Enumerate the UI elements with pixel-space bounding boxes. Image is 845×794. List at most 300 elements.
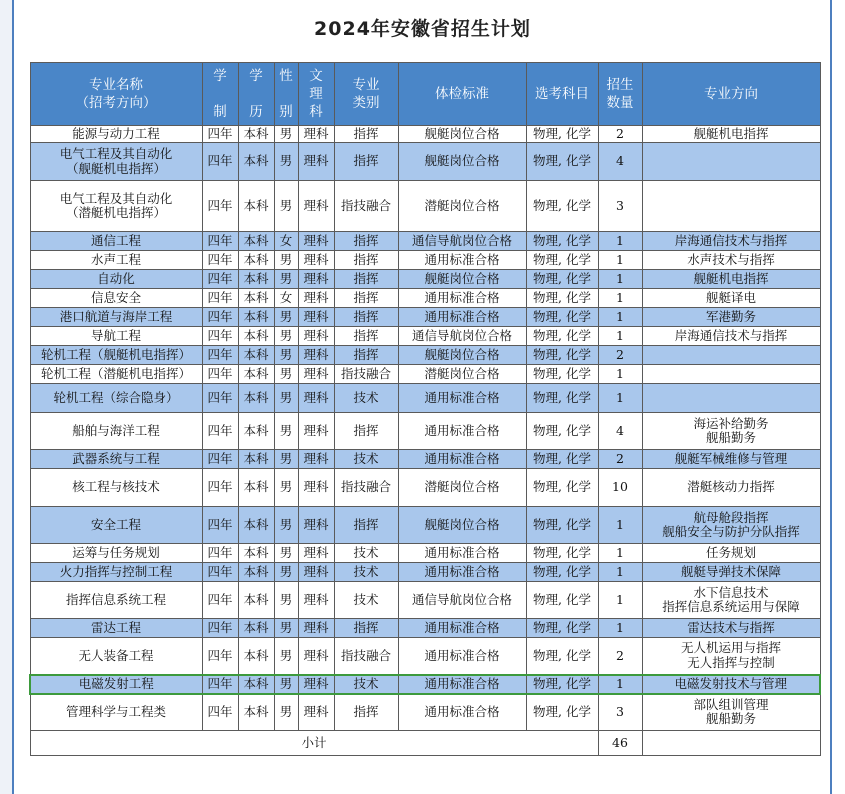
cell-degree: 本科: [238, 308, 274, 327]
cell-gender: 男: [274, 251, 298, 270]
cell-physical: 通用标准合格: [398, 289, 526, 308]
cell-physical: 通用标准合格: [398, 694, 526, 731]
cell-degree: 本科: [238, 450, 274, 469]
cell-track: 理科: [298, 469, 334, 507]
cell-subjects: 物理, 化学: [526, 563, 598, 582]
table-row: [30, 563, 820, 582]
table-row: [30, 289, 820, 308]
table-row: [30, 143, 820, 181]
cell-quota: 4: [598, 413, 642, 450]
cell-duration: 四年: [202, 384, 238, 413]
cell-category: 指挥: [334, 413, 398, 450]
cell-direction-line-1: 海运补给勤务: [693, 415, 769, 431]
header-direction: 专业方向: [642, 63, 820, 126]
cell-subjects: 物理, 化学: [526, 270, 598, 289]
cell-subjects: 物理, 化学: [526, 181, 598, 232]
cell-direction: [642, 582, 820, 619]
cell-major: 管理科学与工程类: [30, 694, 202, 731]
cell-duration: 四年: [202, 126, 238, 143]
cell-subjects: 物理, 化学: [526, 143, 598, 181]
cell-quota: 1: [598, 289, 642, 308]
cell-category: 指挥: [334, 308, 398, 327]
cell-track: 理科: [298, 181, 334, 232]
header-category-line-1: 专业: [352, 76, 380, 93]
header-duration-char-2: 制: [213, 104, 227, 121]
cell-category: 指技融合: [334, 181, 398, 232]
cell-track: 理科: [298, 270, 334, 289]
cell-duration: 四年: [202, 365, 238, 384]
header-quota-line-2: 数量: [606, 95, 634, 111]
cell-degree: 本科: [238, 694, 274, 731]
header-duration-char-1: 学: [213, 67, 227, 84]
header-track-char-2: 理: [309, 85, 323, 102]
cell-direction: 电磁发射技术与管理: [642, 675, 820, 694]
cell-major: 轮机工程（综合隐身）: [30, 384, 202, 413]
cell-gender: 女: [274, 289, 298, 308]
cell-degree: 本科: [238, 563, 274, 582]
cell-category: 技术: [334, 563, 398, 582]
cell-category: 技术: [334, 544, 398, 563]
header-degree-char-2: 历: [249, 104, 263, 121]
table-row: [30, 507, 820, 544]
cell-major: 指挥信息系统工程: [30, 582, 202, 619]
cell-direction: 岸海通信技术与指挥: [642, 327, 820, 346]
header-category-line-2: 类别: [352, 95, 380, 111]
cell-physical: 通用标准合格: [398, 413, 526, 450]
cell-physical: 通用标准合格: [398, 308, 526, 327]
cell-gender: 男: [274, 413, 298, 450]
header-degree-char-1: 学: [249, 67, 263, 84]
cell-major: 水声工程: [30, 251, 202, 270]
cell-quota: 1: [598, 384, 642, 413]
cell-quota: 1: [598, 327, 642, 346]
header-gender-char-2: 别: [279, 104, 293, 121]
cell-major: [30, 181, 202, 232]
cell-quota: 1: [598, 675, 642, 694]
cell-duration: 四年: [202, 289, 238, 308]
cell-category: 指挥: [334, 507, 398, 544]
cell-direction: [642, 365, 820, 384]
cell-subjects: 物理, 化学: [526, 251, 598, 270]
cell-track: 理科: [298, 126, 334, 143]
left-border-line: [12, 0, 14, 794]
cell-subjects: 物理, 化学: [526, 694, 598, 731]
cell-gender: 男: [274, 143, 298, 181]
cell-duration: 四年: [202, 638, 238, 675]
cell-physical: 舰艇岗位合格: [398, 346, 526, 365]
table-row: [30, 251, 820, 270]
cell-major: 能源与动力工程: [30, 126, 202, 143]
cell-category: 指挥: [334, 143, 398, 181]
cell-degree: 本科: [238, 143, 274, 181]
cell-physical: 通信导航岗位合格: [398, 582, 526, 619]
table-row: [30, 619, 820, 638]
cell-category: 技术: [334, 675, 398, 694]
cell-quota: 1: [598, 563, 642, 582]
table-row: [30, 270, 820, 289]
cell-degree: 本科: [238, 232, 274, 251]
cell-gender: 男: [274, 126, 298, 143]
cell-subjects: 物理, 化学: [526, 413, 598, 450]
cell-track: 理科: [298, 384, 334, 413]
cell-duration: 四年: [202, 563, 238, 582]
cell-gender: 男: [274, 619, 298, 638]
cell-major: 核工程与核技术: [30, 469, 202, 507]
cell-track: 理科: [298, 675, 334, 694]
cell-duration: 四年: [202, 582, 238, 619]
cell-duration: 四年: [202, 450, 238, 469]
cell-direction: [642, 413, 820, 450]
cell-quota: 3: [598, 694, 642, 731]
cell-track: 理科: [298, 694, 334, 731]
cell-category: 指技融合: [334, 469, 398, 507]
table-row: [30, 694, 820, 731]
cell-track: 理科: [298, 638, 334, 675]
table-row: [30, 308, 820, 327]
cell-quota: 1: [598, 365, 642, 384]
cell-quota: 1: [598, 619, 642, 638]
cell-subjects: 物理, 化学: [526, 638, 598, 675]
cell-duration: 四年: [202, 507, 238, 544]
cell-direction: [642, 507, 820, 544]
cell-degree: 本科: [238, 507, 274, 544]
cell-degree: 本科: [238, 582, 274, 619]
cell-quota: 1: [598, 251, 642, 270]
cell-direction-line-2: 舰船勤务: [705, 430, 756, 445]
table-row: [30, 327, 820, 346]
table-row: [30, 582, 820, 619]
cell-gender: 男: [274, 384, 298, 413]
cell-major: 雷达工程: [30, 619, 202, 638]
cell-quota: 1: [598, 308, 642, 327]
cell-physical: 通用标准合格: [398, 563, 526, 582]
cell-category: 技术: [334, 450, 398, 469]
cell-gender: 男: [274, 694, 298, 731]
cell-physical: 通用标准合格: [398, 450, 526, 469]
cell-direction: [642, 143, 820, 181]
cell-direction-line-1: 无人机运用与指挥: [680, 640, 781, 656]
cell-quota: 1: [598, 582, 642, 619]
cell-track: 理科: [298, 507, 334, 544]
cell-category: 指挥: [334, 346, 398, 365]
cell-track: 理科: [298, 413, 334, 450]
cell-major: 火力指挥与控制工程: [30, 563, 202, 582]
cell-physical: 通用标准合格: [398, 638, 526, 675]
cell-category: 指挥: [334, 694, 398, 731]
cell-category: 技术: [334, 582, 398, 619]
cell-duration: 四年: [202, 270, 238, 289]
cell-direction: [642, 638, 820, 675]
cell-major: 轮机工程（潜艇机电指挥）: [30, 365, 202, 384]
cell-direction: 岸海通信技术与指挥: [642, 232, 820, 251]
cell-degree: 本科: [238, 638, 274, 675]
cell-track: 理科: [298, 619, 334, 638]
header-major-label: 专业名称: [89, 76, 143, 93]
cell-gender: 男: [274, 450, 298, 469]
cell-category: 技术: [334, 384, 398, 413]
cell-direction: 任务规划: [642, 544, 820, 563]
cell-direction: 舰艇译电: [642, 289, 820, 308]
cell-physical: 舰艇岗位合格: [398, 143, 526, 181]
table-row: [30, 346, 820, 365]
header-quota: [598, 63, 642, 126]
cell-direction: 舰艇军械维修与管理: [642, 450, 820, 469]
cell-subjects: 物理, 化学: [526, 450, 598, 469]
subtotal-label: 小计: [30, 731, 598, 756]
cell-duration: 四年: [202, 346, 238, 365]
cell-major-line-2: （潜艇机电指挥）: [65, 205, 166, 220]
cell-category: 指挥: [334, 270, 398, 289]
cell-degree: 本科: [238, 384, 274, 413]
table-header-row: [30, 63, 820, 126]
cell-quota: 2: [598, 346, 642, 365]
right-margin: [832, 0, 845, 794]
cell-gender: 男: [274, 507, 298, 544]
admission-plan-table: [29, 62, 821, 756]
cell-degree: 本科: [238, 675, 274, 694]
cell-subjects: 物理, 化学: [526, 232, 598, 251]
cell-subjects: 物理, 化学: [526, 469, 598, 507]
cell-major-line-2: （舰艇机电指挥）: [65, 160, 166, 176]
cell-track: 理科: [298, 251, 334, 270]
header-gender-char-1: 性: [279, 67, 293, 84]
cell-gender: 男: [274, 308, 298, 327]
cell-gender: 男: [274, 346, 298, 365]
cell-duration: 四年: [202, 308, 238, 327]
cell-category: 指技融合: [334, 365, 398, 384]
cell-category: 指挥: [334, 232, 398, 251]
cell-direction: 水声技术与指挥: [642, 251, 820, 270]
cell-track: 理科: [298, 563, 334, 582]
cell-subjects: 物理, 化学: [526, 582, 598, 619]
cell-physical: 舰艇岗位合格: [398, 270, 526, 289]
cell-track: 理科: [298, 450, 334, 469]
cell-degree: 本科: [238, 270, 274, 289]
cell-direction-line-1: 水下信息技术: [693, 584, 769, 600]
cell-subjects: 物理, 化学: [526, 289, 598, 308]
cell-degree: 本科: [238, 346, 274, 365]
cell-quota: 1: [598, 544, 642, 563]
cell-track: 理科: [298, 365, 334, 384]
cell-degree: 本科: [238, 251, 274, 270]
cell-duration: 四年: [202, 251, 238, 270]
table-row-selected[interactable]: [30, 675, 820, 694]
header-track-char-3: 科: [309, 104, 323, 121]
cell-physical: 潜艇岗位合格: [398, 181, 526, 232]
cell-gender: 男: [274, 365, 298, 384]
cell-gender: 男: [274, 327, 298, 346]
cell-track: 理科: [298, 143, 334, 181]
subtotal-quota: 46: [598, 731, 642, 756]
cell-physical: 通用标准合格: [398, 544, 526, 563]
cell-subjects: 物理, 化学: [526, 619, 598, 638]
cell-subjects: 物理, 化学: [526, 308, 598, 327]
cell-direction-line-2: 舰船勤务: [705, 711, 756, 727]
cell-direction: [642, 346, 820, 365]
cell-direction: 舰艇机电指挥: [642, 126, 820, 143]
cell-gender: 女: [274, 232, 298, 251]
cell-degree: 本科: [238, 469, 274, 507]
cell-subjects: 物理, 化学: [526, 327, 598, 346]
cell-subjects: 物理, 化学: [526, 126, 598, 143]
cell-track: 理科: [298, 232, 334, 251]
cell-direction-line-1: 航母舱段指挥: [693, 509, 769, 525]
cell-duration: 四年: [202, 675, 238, 694]
cell-duration: 四年: [202, 619, 238, 638]
cell-quota: 2: [598, 126, 642, 143]
cell-degree: 本科: [238, 544, 274, 563]
cell-direction: 舰艇机电指挥: [642, 270, 820, 289]
cell-gender: 男: [274, 638, 298, 675]
cell-direction-line-2: 无人指挥与控制: [687, 654, 775, 670]
header-major-sub-label: （招考方向）: [75, 95, 157, 111]
cell-quota: 1: [598, 507, 642, 544]
header-major: [30, 63, 202, 126]
cell-duration: 四年: [202, 181, 238, 232]
cell-duration: 四年: [202, 413, 238, 450]
cell-category: 指技融合: [334, 638, 398, 675]
header-quota-line-1: 招生: [606, 76, 634, 93]
cell-subjects: 物理, 化学: [526, 544, 598, 563]
cell-degree: 本科: [238, 619, 274, 638]
table-row: [30, 181, 820, 232]
cell-physical: 通用标准合格: [398, 619, 526, 638]
cell-degree: 本科: [238, 126, 274, 143]
cell-gender: 男: [274, 469, 298, 507]
header-degree: [238, 63, 274, 126]
cell-quota: 1: [598, 232, 642, 251]
cell-quota: 2: [598, 450, 642, 469]
cell-gender: 男: [274, 270, 298, 289]
cell-degree: 本科: [238, 327, 274, 346]
cell-gender: 男: [274, 582, 298, 619]
cell-degree: 本科: [238, 365, 274, 384]
cell-subjects: 物理, 化学: [526, 507, 598, 544]
cell-category: 指挥: [334, 251, 398, 270]
cell-physical: 通用标准合格: [398, 384, 526, 413]
table-row: [30, 450, 820, 469]
cell-category: 指挥: [334, 126, 398, 143]
header-track-char-1: 文: [309, 67, 323, 84]
cell-quota: 2: [598, 638, 642, 675]
cell-direction-line-1: 部队组训管理: [693, 696, 769, 712]
header-gender: [274, 63, 298, 126]
cell-track: 理科: [298, 582, 334, 619]
cell-track: 理科: [298, 289, 334, 308]
cell-duration: 四年: [202, 232, 238, 251]
cell-degree: 本科: [238, 289, 274, 308]
cell-category: 指挥: [334, 619, 398, 638]
cell-duration: 四年: [202, 143, 238, 181]
cell-major: 通信工程: [30, 232, 202, 251]
cell-track: 理科: [298, 346, 334, 365]
cell-direction: [642, 181, 820, 232]
left-margin: [0, 0, 14, 794]
cell-duration: 四年: [202, 694, 238, 731]
cell-gender: 男: [274, 675, 298, 694]
cell-degree: 本科: [238, 413, 274, 450]
header-physical: 体检标准: [398, 63, 526, 126]
cell-category: 指挥: [334, 289, 398, 308]
cell-physical: 通用标准合格: [398, 675, 526, 694]
cell-physical: 潜艇岗位合格: [398, 365, 526, 384]
cell-major-line-1: 电气工程及其自动化: [59, 190, 173, 206]
subtotal-row: [30, 731, 820, 756]
cell-direction-line-2: 指挥信息系统运用与保障: [662, 599, 800, 614]
cell-physical: 潜艇岗位合格: [398, 469, 526, 507]
cell-major: 武器系统与工程: [30, 450, 202, 469]
table-row: [30, 126, 820, 143]
header-category: [334, 63, 398, 126]
cell-major: 港口航道与海岸工程: [30, 308, 202, 327]
cell-major-line-1: 电气工程及其自动化: [59, 146, 173, 162]
cell-major: 导航工程: [30, 327, 202, 346]
cell-major: 无人装备工程: [30, 638, 202, 675]
table-row: [30, 544, 820, 563]
cell-direction: 雷达技术与指挥: [642, 619, 820, 638]
cell-subjects: 物理, 化学: [526, 365, 598, 384]
table-row: [30, 365, 820, 384]
cell-direction: 舰艇导弹技术保障: [642, 563, 820, 582]
cell-physical: 通信导航岗位合格: [398, 327, 526, 346]
cell-major: 船舶与海洋工程: [30, 413, 202, 450]
cell-duration: 四年: [202, 544, 238, 563]
cell-subjects: 物理, 化学: [526, 346, 598, 365]
cell-quota: 4: [598, 143, 642, 181]
cell-direction: 军港勤务: [642, 308, 820, 327]
cell-direction: 潜艇核动力指挥: [642, 469, 820, 507]
cell-direction: [642, 384, 820, 413]
page-title: 2024年安徽省招生计划: [314, 18, 531, 40]
cell-category: 指挥: [334, 327, 398, 346]
cell-major: 安全工程: [30, 507, 202, 544]
cell-quota: 10: [598, 469, 642, 507]
cell-major: 电磁发射工程: [30, 675, 202, 694]
cell-direction: [642, 694, 820, 731]
cell-quota: 3: [598, 181, 642, 232]
cell-physical: 通用标准合格: [398, 251, 526, 270]
cell-physical: 舰艇岗位合格: [398, 126, 526, 143]
header-duration: [202, 63, 238, 126]
cell-duration: 四年: [202, 469, 238, 507]
cell-gender: 男: [274, 181, 298, 232]
cell-gender: 男: [274, 544, 298, 563]
table-row: [30, 232, 820, 251]
cell-degree: 本科: [238, 181, 274, 232]
cell-major: 轮机工程（舰艇机电指挥）: [30, 346, 202, 365]
cell-physical: 通信导航岗位合格: [398, 232, 526, 251]
cell-major: [30, 143, 202, 181]
cell-track: 理科: [298, 308, 334, 327]
cell-duration: 四年: [202, 327, 238, 346]
subtotal-blank: [642, 731, 820, 756]
cell-major: 自动化: [30, 270, 202, 289]
table-row: [30, 413, 820, 450]
cell-track: 理科: [298, 544, 334, 563]
cell-major: 运筹与任务规划: [30, 544, 202, 563]
cell-quota: 1: [598, 270, 642, 289]
table-row: [30, 469, 820, 507]
cell-physical: 舰艇岗位合格: [398, 507, 526, 544]
cell-subjects: 物理, 化学: [526, 675, 598, 694]
cell-direction-line-2: 舰船安全与防护分队指挥: [662, 524, 800, 539]
table-row: [30, 384, 820, 413]
table-row: [30, 638, 820, 675]
cell-major: 信息安全: [30, 289, 202, 308]
cell-subjects: 物理, 化学: [526, 384, 598, 413]
cell-track: 理科: [298, 327, 334, 346]
cell-gender: 男: [274, 563, 298, 582]
